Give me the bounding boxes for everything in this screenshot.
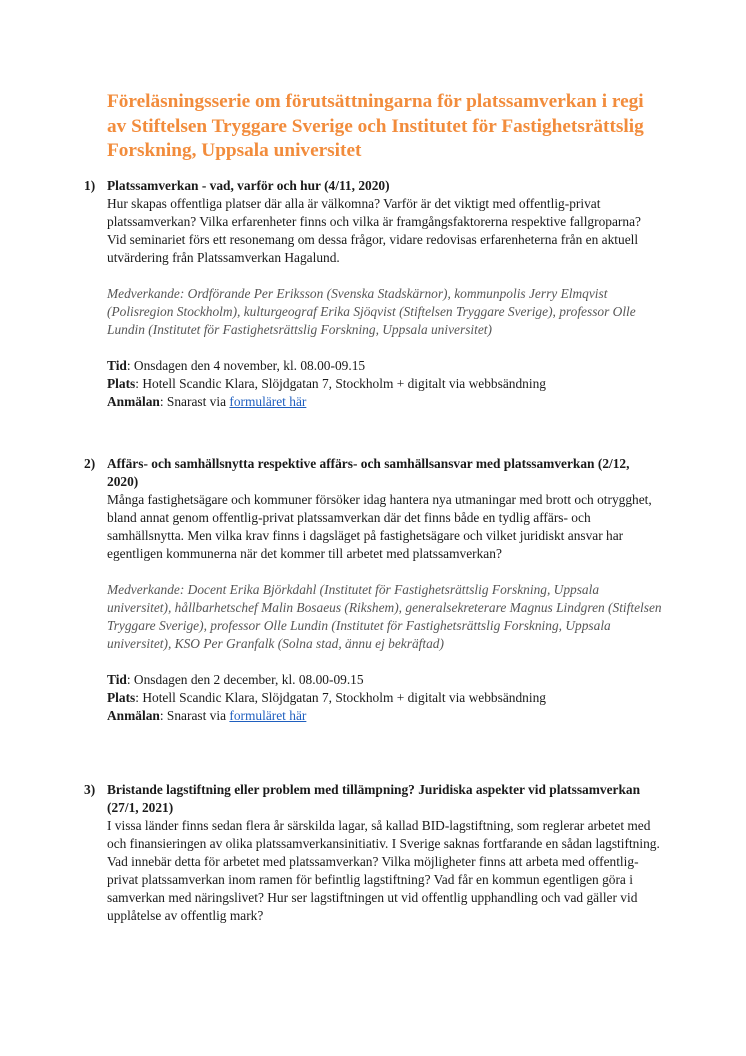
section-body — [107, 177, 663, 411]
time-label: Tid — [107, 358, 127, 373]
registration-value: : Snarast via — [159, 708, 230, 723]
registration-label: Anmälan — [107, 708, 160, 723]
section-description: I vissa länder finns sedan flera år särskilda lagar, så kallad BID-lagstiftning, som reglerar arbetet med och finansieringen av olika platssamverkansinitiativ. I Sverige saknas fortfarande en sådan lagstiftning. Vad innebär detta för arbetet med platssamverkan? Vilka möjligheter finns att arbeta med offentlig-privat platssamverkan inom ramen för befintlig lagstiftning? Vad får en kommun egentligen göra i samverkan med näringslivet? Hur ser lagstiftningen ut vid offentlig upphandling och vad gäller vid upplåtelse av offentlig mark? — [107, 818, 660, 923]
section-heading: Platssamverkan - vad, varför och hur (4/11, 2020) — [107, 178, 390, 193]
place-label: Plats — [107, 376, 136, 391]
meta-registration — [107, 393, 663, 411]
place-value: : Hotell Scandic Klara, Slöjdgatan 7, Stockholm + digitalt via webbsändning — [135, 376, 546, 391]
page-title: Föreläsningsserie om förutsättningarna för platssamverkan i regi av Stiftelsen Tryggare Sverige och Institutet för Fastighetsrättslig Forskning, Uppsala universitet — [107, 91, 644, 161]
meta-place — [107, 375, 663, 393]
section-number: 3) — [84, 782, 96, 797]
time-value: : Onsdagen den 4 november, kl. 08.00-09.15 — [126, 358, 366, 373]
time-value: : Onsdagen den 2 december, kl. 08.00-09.15 — [126, 672, 364, 687]
section-description: Många fastighetsägare och kommuner försöker idag hantera nya utmaningar med brott och otrygghet, bland annat genom offentlig-privat platssamverkan där det finns både en tydlig affärs- och samhällsnytta. Men vilka krav finns i dagsläget på fastighetsägare och vilket juridiskt ansvar har egentligen kommunerna när det kommer till arbetet med platssamverkan? — [107, 492, 652, 561]
section-body — [107, 455, 663, 725]
place-label: Plats — [107, 690, 136, 705]
registration-value: : Snarast via — [159, 394, 230, 409]
registration-form-link[interactable]: formuläret här — [229, 394, 307, 409]
meta-registration — [107, 707, 663, 725]
section-body — [107, 781, 663, 925]
registration-label: Anmälan — [107, 394, 160, 409]
section-credits: Medverkande: Ordförande Per Eriksson (Svenska Stadskärnor), kommunpolis Jerry Elmqvist (Polisregion Stockholm), kulturgeograf Erika Sjöqvist (Stiftelsen Tryggare Sverige), professor Olle Lundin (Institutet för Fastighetsrättslig Forskning, Uppsala universitet) — [107, 286, 636, 337]
section-heading: Affärs- och samhällsnytta respektive affärs- och samhällsansvar med platssamverkan (2/12, 2020) — [107, 456, 630, 489]
meta-time — [107, 357, 663, 375]
registration-form-link[interactable]: formuläret här — [229, 708, 307, 723]
section-heading: Bristande lagstiftning eller problem med tillämpning? Juridiska aspekter vid platssamverkan (27/1, 2021) — [107, 782, 641, 815]
time-label: Tid — [107, 672, 127, 687]
place-value: : Hotell Scandic Klara, Slöjdgatan 7, Stockholm + digitalt via webbsändning — [135, 690, 546, 705]
meta-time — [107, 671, 663, 689]
section-number: 2) — [84, 456, 96, 471]
section-meta — [107, 357, 663, 411]
meta-place — [107, 689, 663, 707]
section-number: 1) — [84, 178, 96, 193]
section-description: Hur skapas offentliga platser där alla är välkomna? Varför är det viktigt med offentlig-privat platssamverkan? Vilka erfarenheter finns och vilka är framgångsfaktorerna respektive fallgroparna? Vid seminariet förs ett resonemang om dessa frågor, vidare redovisas erfarenheterna från en aktuell utvärdering från Platssamverkan Hagalund. — [107, 196, 641, 265]
section-meta — [107, 671, 663, 725]
section-credits: Medverkande: Docent Erika Björkdahl (Institutet för Fastighetsrättslig Forskning, Uppsala universitet), hållbarhetschef Malin Bosaeus (Rikshem), generalsekreterare Magnus Lindgren (Stiftelsen Tryggare Sverige), professor Olle Lundin (Institutet för Fastighetsrättslig Forskning, Uppsala universitet), KSO Per Granfalk (Solna stad, ännu ej bekräftad) — [107, 582, 662, 651]
